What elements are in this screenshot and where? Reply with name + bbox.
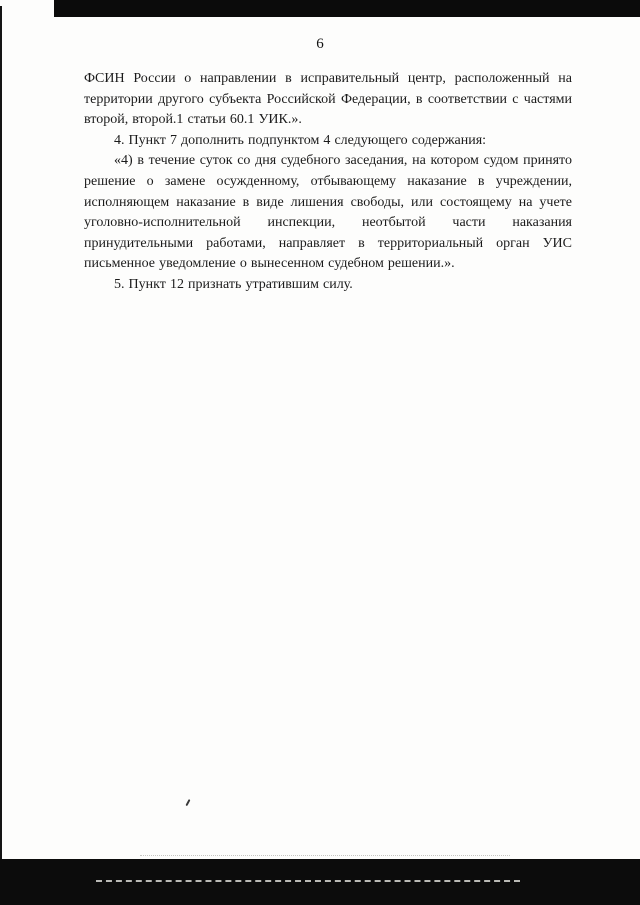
scan-edge-bottom <box>0 859 640 905</box>
document-body <box>84 69 572 296</box>
scan-edge-top <box>54 0 640 17</box>
scan-artifact-mark <box>185 799 190 806</box>
paragraph-item-5: 5. Пункт 12 признать утратившим силу. <box>114 276 353 292</box>
scan-edge-left <box>0 0 2 905</box>
paragraph-item-4: 4. Пункт 7 дополнить подпунктом 4 следующего содержания: <box>114 132 487 148</box>
scan-noise-line <box>96 880 520 882</box>
paragraph-subitem-4: «4) в течение суток со дня судебного заседания, на котором судом принято решение о замене осужденному, отбывающему наказание в учреждении, исполняющем наказание в виде лишения свободы, или состоящему на учете уголовно-исполнительной инспекции, неотбытой части наказания принудительными работами, направляет в территориальный орган УИС письменное уведомление о вынесенном судебном решении.». <box>84 153 572 272</box>
scan-edge-top-notch <box>0 0 54 6</box>
scan-noise-dots <box>140 855 510 856</box>
paragraph-continuation: ФСИН России о направлении в исправительный центр, расположенный на территории другого субъекта Российской Федерации, в соответствии с частями второй, второй.1 статьи 60.1 УИК.». <box>84 71 572 128</box>
page-number: 6 <box>316 36 324 52</box>
